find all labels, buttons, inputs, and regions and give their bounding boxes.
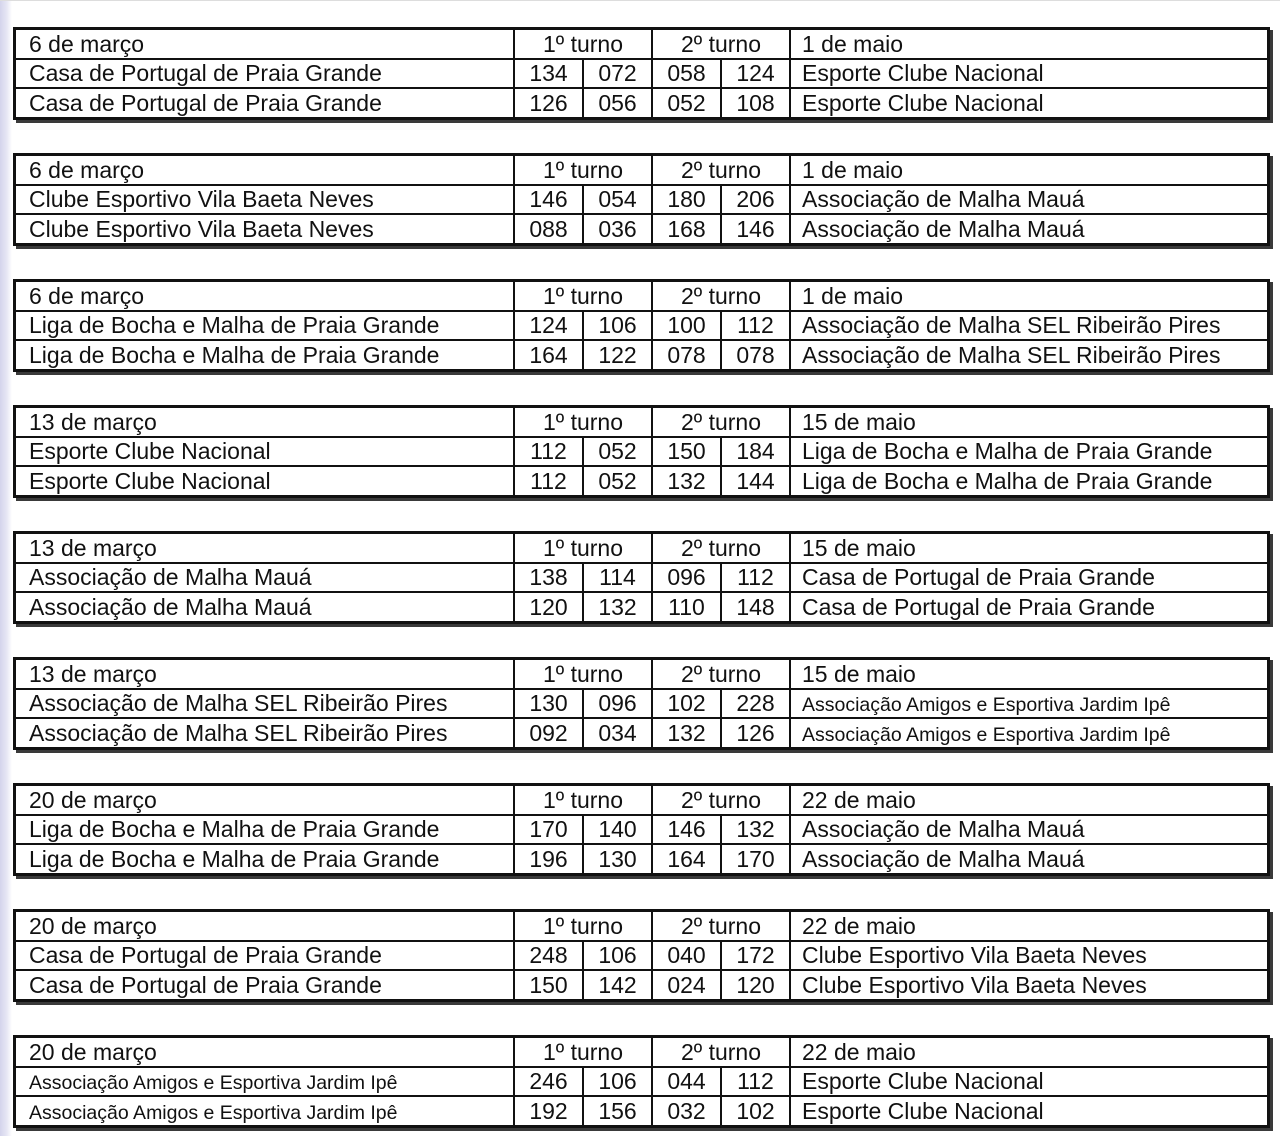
table-row — [16, 843, 1267, 873]
score-cell: 196 — [513, 845, 582, 873]
table-row — [16, 58, 1267, 88]
away-team: Associação de Malha Mauá — [789, 186, 1267, 214]
score-cell: 120 — [513, 593, 582, 621]
match-header-row — [16, 156, 1267, 184]
score-cell: 058 — [651, 60, 720, 88]
away-team: Associação Amigos e Esportiva Jardim Ipê — [789, 690, 1267, 718]
turno-1-header: 1º turno — [513, 156, 651, 184]
turno-2-header: 2º turno — [651, 1038, 789, 1066]
match-header-row — [16, 660, 1267, 688]
table-row — [16, 213, 1267, 243]
home-team: Esporte Clube Nacional — [29, 468, 271, 495]
away-team: Casa de Portugal de Praia Grande — [789, 593, 1267, 621]
scan-top-edge — [0, 0, 1280, 1]
home-team: Associação de Malha Mauá — [29, 564, 312, 591]
table-row — [16, 969, 1267, 999]
score-cell: 044 — [651, 1068, 720, 1096]
score-cell: 040 — [651, 942, 720, 970]
score-cell: 132 — [651, 719, 720, 747]
second-leg-date: 22 de maio — [789, 786, 1267, 814]
score-cell: 184 — [720, 438, 789, 466]
table-row — [16, 1095, 1267, 1125]
match-table — [13, 1035, 1270, 1128]
score-cell: 106 — [582, 1068, 651, 1096]
home-team: Casa de Portugal de Praia Grande — [29, 972, 382, 999]
match-table — [13, 909, 1270, 1002]
score-cell: 024 — [651, 971, 720, 999]
score-cell: 156 — [582, 1097, 651, 1125]
match-table — [13, 27, 1270, 120]
score-cell: 124 — [720, 60, 789, 88]
score-cell: 142 — [582, 971, 651, 999]
away-team: Associação de Malha SEL Ribeirão Pires — [789, 341, 1267, 369]
score-cell: 108 — [720, 89, 789, 117]
score-cell: 052 — [582, 438, 651, 466]
home-team: Liga de Bocha e Malha de Praia Grande — [29, 816, 440, 843]
score-cell: 140 — [582, 816, 651, 844]
match-header-row — [16, 408, 1267, 436]
score-cell: 132 — [651, 467, 720, 495]
score-cell: 122 — [582, 341, 651, 369]
table-row — [16, 310, 1267, 340]
away-team: Clube Esportivo Vila Baeta Neves — [789, 942, 1267, 970]
score-cell: 144 — [720, 467, 789, 495]
match-table — [13, 783, 1270, 876]
home-team: Esporte Clube Nacional — [29, 438, 271, 465]
score-cell: 168 — [651, 215, 720, 243]
turno-2-header: 2º turno — [651, 156, 789, 184]
away-team: Associação de Malha Mauá — [789, 845, 1267, 873]
score-cell: 114 — [582, 564, 651, 592]
first-leg-date: 6 de março — [29, 282, 145, 309]
score-cell: 056 — [582, 89, 651, 117]
score-cell: 096 — [651, 564, 720, 592]
match-table — [13, 657, 1270, 750]
first-leg-date: 20 de março — [29, 786, 157, 813]
score-cell: 032 — [651, 1097, 720, 1125]
score-cell: 146 — [513, 186, 582, 214]
score-cell: 192 — [513, 1097, 582, 1125]
match-header-row — [16, 786, 1267, 814]
turno-2-header: 2º turno — [651, 786, 789, 814]
table-row — [16, 814, 1267, 844]
home-team: Casa de Portugal de Praia Grande — [29, 90, 382, 117]
first-leg-date: 20 de março — [29, 1038, 157, 1065]
away-team: Casa de Portugal de Praia Grande — [789, 564, 1267, 592]
table-row — [16, 436, 1267, 466]
score-cell: 052 — [582, 467, 651, 495]
score-cell: 106 — [582, 312, 651, 340]
turno-1-header: 1º turno — [513, 912, 651, 940]
match-header-row — [16, 282, 1267, 310]
score-cell: 072 — [582, 60, 651, 88]
table-row — [16, 940, 1267, 970]
turno-1-header: 1º turno — [513, 534, 651, 562]
home-team: Casa de Portugal de Praia Grande — [29, 942, 382, 969]
away-team: Esporte Clube Nacional — [789, 60, 1267, 88]
first-leg-date: 20 de março — [29, 912, 157, 939]
score-cell: 112 — [513, 467, 582, 495]
score-cell: 102 — [651, 690, 720, 718]
away-team: Liga de Bocha e Malha de Praia Grande — [789, 438, 1267, 466]
first-leg-date: 13 de março — [29, 534, 157, 561]
score-cell: 102 — [720, 1097, 789, 1125]
home-team: Liga de Bocha e Malha de Praia Grande — [29, 342, 440, 369]
score-cell: 248 — [513, 942, 582, 970]
away-team: Associação de Malha SEL Ribeirão Pires — [789, 312, 1267, 340]
scan-edge-shading — [0, 0, 12, 1136]
turno-1-header: 1º turno — [513, 660, 651, 688]
table-row — [16, 591, 1267, 621]
score-cell: 164 — [651, 845, 720, 873]
away-team: Esporte Clube Nacional — [789, 89, 1267, 117]
first-leg-date: 6 de março — [29, 30, 145, 57]
score-cell: 120 — [720, 971, 789, 999]
turno-1-header: 1º turno — [513, 282, 651, 310]
score-cell: 096 — [582, 690, 651, 718]
score-cell: 164 — [513, 341, 582, 369]
second-leg-date: 1 de maio — [789, 156, 1267, 184]
score-cell: 132 — [582, 593, 651, 621]
score-cell: 036 — [582, 215, 651, 243]
score-cell: 132 — [720, 816, 789, 844]
home-team: Liga de Bocha e Malha de Praia Grande — [29, 312, 440, 339]
table-row — [16, 339, 1267, 369]
score-cell: 170 — [513, 816, 582, 844]
match-table — [13, 531, 1270, 624]
turno-2-header: 2º turno — [651, 282, 789, 310]
turno-1-header: 1º turno — [513, 30, 651, 58]
away-team: Clube Esportivo Vila Baeta Neves — [789, 971, 1267, 999]
away-team: Associação de Malha Mauá — [789, 215, 1267, 243]
score-cell: 180 — [651, 186, 720, 214]
second-leg-date: 15 de maio — [789, 534, 1267, 562]
table-row — [16, 184, 1267, 214]
first-leg-date: 13 de março — [29, 660, 157, 687]
score-cell: 148 — [720, 593, 789, 621]
score-cell: 078 — [720, 341, 789, 369]
score-cell: 170 — [720, 845, 789, 873]
first-leg-date: 6 de março — [29, 156, 145, 183]
home-team: Associação de Malha SEL Ribeirão Pires — [29, 720, 448, 747]
score-cell: 106 — [582, 942, 651, 970]
table-row — [16, 1066, 1267, 1096]
home-team: Clube Esportivo Vila Baeta Neves — [29, 186, 374, 213]
away-team: Associação Amigos e Esportiva Jardim Ipê — [789, 719, 1267, 747]
score-cell: 112 — [720, 1068, 789, 1096]
turno-2-header: 2º turno — [651, 408, 789, 436]
second-leg-date: 15 de maio — [789, 660, 1267, 688]
turno-2-header: 2º turno — [651, 912, 789, 940]
away-team: Esporte Clube Nacional — [789, 1068, 1267, 1096]
score-cell: 228 — [720, 690, 789, 718]
score-cell: 092 — [513, 719, 582, 747]
score-cell: 088 — [513, 215, 582, 243]
score-cell: 150 — [513, 971, 582, 999]
score-cell: 150 — [651, 438, 720, 466]
match-header-row — [16, 1038, 1267, 1066]
table-row — [16, 562, 1267, 592]
turno-1-header: 1º turno — [513, 408, 651, 436]
home-team: Associação de Malha SEL Ribeirão Pires — [29, 690, 448, 717]
second-leg-date: 22 de maio — [789, 1038, 1267, 1066]
match-header-row — [16, 30, 1267, 58]
score-cell: 206 — [720, 186, 789, 214]
score-cell: 134 — [513, 60, 582, 88]
score-cell: 112 — [720, 312, 789, 340]
table-row — [16, 87, 1267, 117]
table-row — [16, 717, 1267, 747]
score-cell: 100 — [651, 312, 720, 340]
score-cell: 146 — [651, 816, 720, 844]
turno-1-header: 1º turno — [513, 786, 651, 814]
first-leg-date: 13 de março — [29, 408, 157, 435]
second-leg-date: 1 de maio — [789, 30, 1267, 58]
score-cell: 112 — [513, 438, 582, 466]
home-team: Associação Amigos e Esportiva Jardim Ipê — [29, 1071, 398, 1094]
score-cell: 078 — [651, 341, 720, 369]
match-header-row — [16, 912, 1267, 940]
second-leg-date: 22 de maio — [789, 912, 1267, 940]
match-table — [13, 279, 1270, 372]
score-cell: 126 — [513, 89, 582, 117]
second-leg-date: 1 de maio — [789, 282, 1267, 310]
score-cell: 130 — [513, 690, 582, 718]
score-cell: 110 — [651, 593, 720, 621]
table-row — [16, 465, 1267, 495]
away-team: Associação de Malha Mauá — [789, 816, 1267, 844]
home-team: Liga de Bocha e Malha de Praia Grande — [29, 846, 440, 873]
match-header-row — [16, 534, 1267, 562]
score-cell: 034 — [582, 719, 651, 747]
home-team: Casa de Portugal de Praia Grande — [29, 60, 382, 87]
away-team: Esporte Clube Nacional — [789, 1097, 1267, 1125]
match-table — [13, 405, 1270, 498]
score-cell: 146 — [720, 215, 789, 243]
score-cell: 138 — [513, 564, 582, 592]
away-team: Liga de Bocha e Malha de Praia Grande — [789, 467, 1267, 495]
match-table — [13, 153, 1270, 246]
score-cell: 112 — [720, 564, 789, 592]
score-cell: 126 — [720, 719, 789, 747]
home-team: Associação de Malha Mauá — [29, 594, 312, 621]
turno-2-header: 2º turno — [651, 534, 789, 562]
turno-2-header: 2º turno — [651, 660, 789, 688]
schedule-list — [13, 27, 1270, 1128]
turno-1-header: 1º turno — [513, 1038, 651, 1066]
second-leg-date: 15 de maio — [789, 408, 1267, 436]
score-cell: 130 — [582, 845, 651, 873]
turno-2-header: 2º turno — [651, 30, 789, 58]
home-team: Clube Esportivo Vila Baeta Neves — [29, 216, 374, 243]
score-cell: 052 — [651, 89, 720, 117]
table-row — [16, 688, 1267, 718]
score-cell: 124 — [513, 312, 582, 340]
home-team: Associação Amigos e Esportiva Jardim Ipê — [29, 1101, 398, 1124]
score-cell: 246 — [513, 1068, 582, 1096]
score-cell: 172 — [720, 942, 789, 970]
score-cell: 054 — [582, 186, 651, 214]
